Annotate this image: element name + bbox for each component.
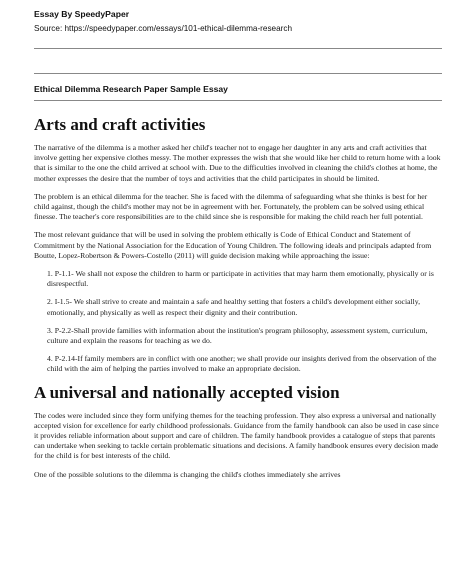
list-item: 4. P-2.14-If family members are in conflict with one another; we shall provide our insights derived from the observation of the child with the aim of helping the parties involved to make an appropriate decision. xyxy=(47,354,437,374)
paragraph: The narrative of the dilemma is a mother asked her child's teacher not to engage her daughter in any arts and craft activities that involve getting her expensive clothes messy. The mother expresses the wish that she would like her child to return home with a look that is similar to the one the child arrived at school with. Due to the difficulties involved in cleaning the child's clothes at home, the mother expresses the desire that the number of toys and activities that the child participates in should be limited. xyxy=(34,143,441,183)
paragraph: The problem is an ethical dilemma for the teacher. She is faced with the dilemma of safeguarding what she thinks is best for her child against, though the child's mother may not be in agreement with her. Fortunately, the problem can be solved using ethical finesse. The teacher's core responsibilities are to the child since she is responsible for making the child reach her full potential. xyxy=(34,191,428,222)
essay-source-title: Essay By SpeedyPaper xyxy=(34,9,130,19)
divider xyxy=(34,100,442,101)
list-item: 3. P-2.2-Shall provide families with information about the institution's program philosophy, assessment system, curriculum, culture and explain the reasons for teaching as we do. xyxy=(47,325,428,346)
list-item: 2. I-1.5- We shall strive to create and maintain a safe and healthy setting that fosters a child's development either socially, emotionally, and physically as well as respect their dignity and their contribution. xyxy=(47,297,421,317)
paragraph: One of the possible solutions to the dilemma is changing the child's clothes immediately she arrives xyxy=(34,469,341,479)
section-heading: Arts and craft activities xyxy=(34,115,206,134)
essay-source-link[interactable]: Source: https://speedypaper.com/essays/101-ethical-dilemma-research xyxy=(34,24,293,33)
divider xyxy=(34,73,442,74)
paragraph: The most relevant guidance that will be used in solving the problem ethically is Code of Ethical Conduct and Statement of Commitment by the National Association for the Education of Young Children. The following ideals and principals adapted from Boutte, Lopez-Robertson & Powers-Costello (2011) will guide decision making while approaching the issue: xyxy=(34,230,432,260)
divider xyxy=(34,48,442,49)
section-heading: A universal and nationally accepted vision xyxy=(34,382,340,402)
list-item: 1. P-1.1- We shall not expose the children to harm or participate in activities that may harm them emotionally, physically or is disrespectful. xyxy=(47,269,434,289)
essay-body xyxy=(34,115,444,488)
paragraph: The codes were included since they form unifying themes for the teaching profession. They also express a universal and nationally accepted vision for excellence for early childhood professionals. Guidance from the family handbook can also be used in case since it provides reliable information about support and care of children. The family handbook provides a catalogue of steps that parents can undertake when seeking to tackle certain problematic situations and decisions. A family handbook ensures every decision made for the child is for best interests of the child. xyxy=(34,410,439,461)
document-title: Ethical Dilemma Research Paper Sample Essay xyxy=(34,84,228,94)
